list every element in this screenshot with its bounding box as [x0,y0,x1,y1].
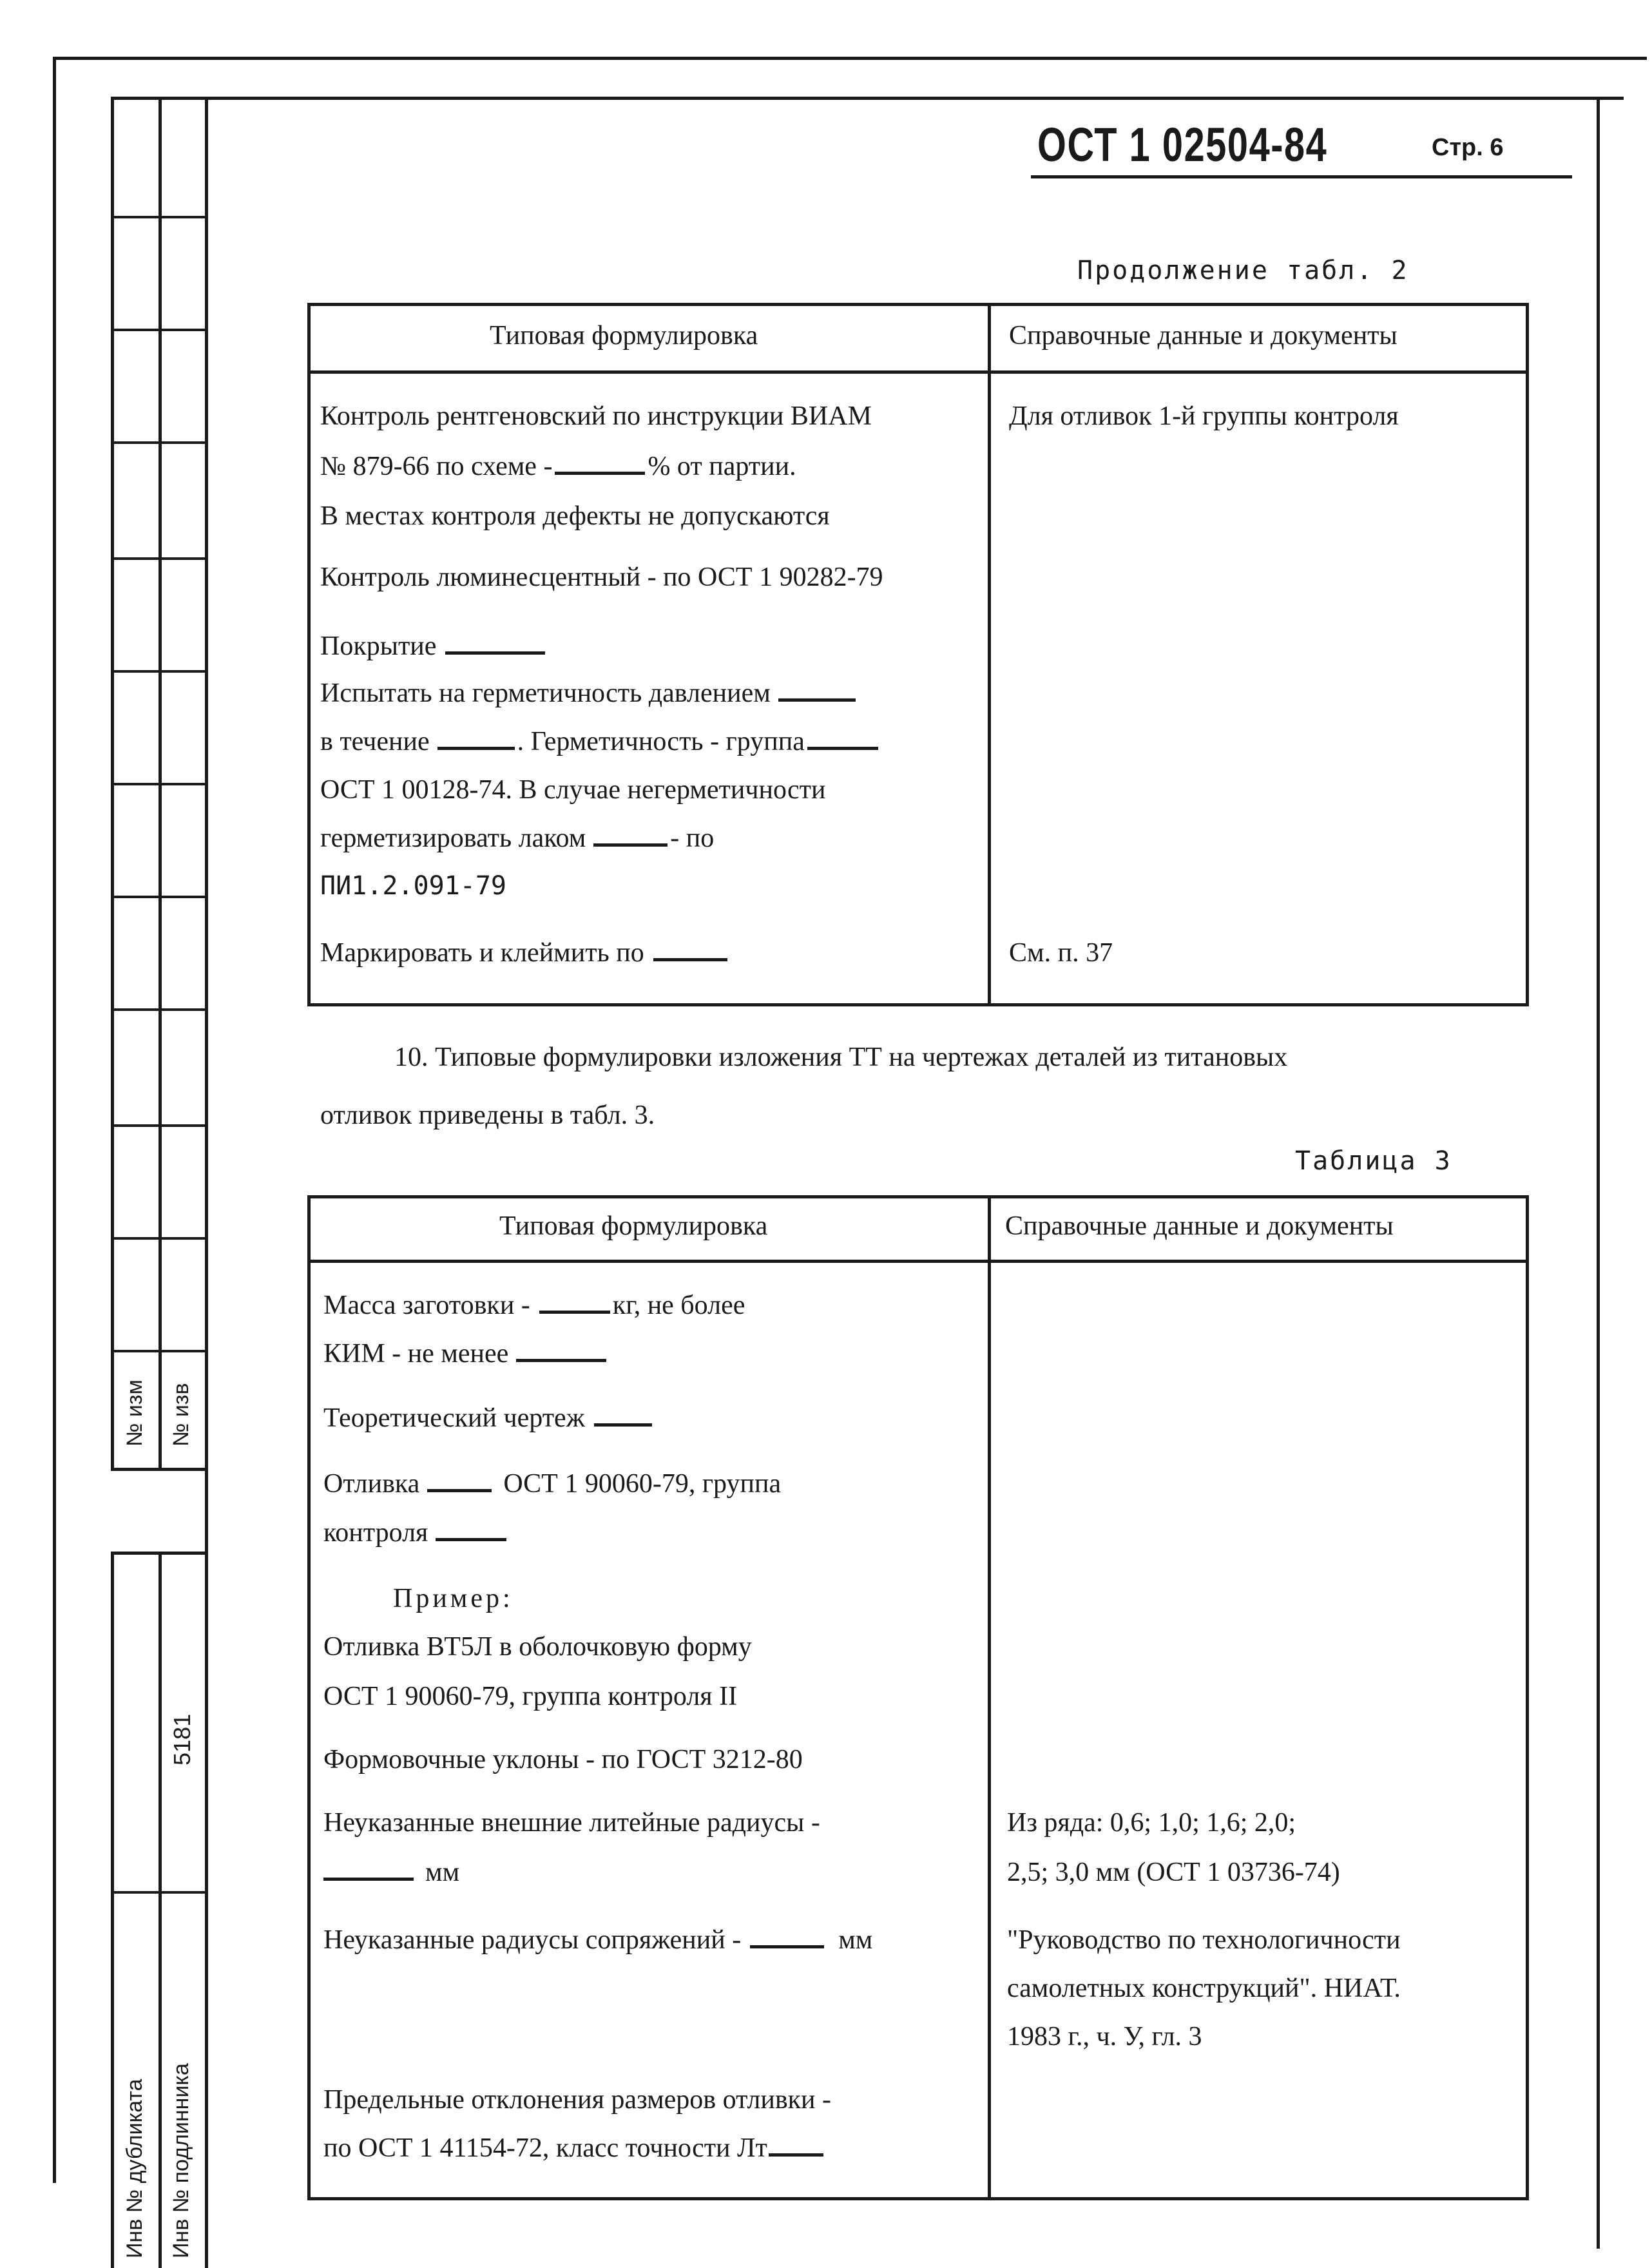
sidebar-izm-label: № изм [122,1379,147,1446]
table3-col1-header: Типовая формулировка [499,1211,768,1241]
table2-col2-header: Справочные данные и документы [1009,321,1397,351]
t2-r4-l2: в течение . Герметичность - группа [320,728,881,755]
t3-r5-ref1: Из ряда: 0,6; 1,0; 1,6; 2,0; [1007,1808,1296,1838]
t3-r5-l1: Неуказанные внешние литейные радиусы - [323,1808,820,1838]
sidebar-izv-label: № изв [169,1383,193,1446]
t2-r1-l1: Контроль рентгеновский по инструкции ВИАМ [320,401,872,431]
sidebar-dubl-label: Инв № дубликата [122,2079,147,2258]
sidebar-podl-number: 5181 [169,1713,195,1765]
header-underline [1031,175,1572,178]
t2-r1-l2: № 879-66 по схеме - % от партии. [320,452,796,481]
outer-frame-left [53,57,56,2183]
t2-r4-l4: герметизировать лаком - по [320,823,715,853]
t3-r5-l2: мм [323,1859,459,1886]
t3-r3-l1: Отливка ОСТ 1 90060-79, группа [323,1469,782,1499]
t3-r6-ref2: самолетных конструкций". НИАТ. [1007,1974,1401,2003]
outer-frame-top [53,57,1647,60]
t3-example-l2: ОСТ 1 90060-79, группа контроля II [323,1682,738,1711]
t2-r4-l1: Испытать на герметичность давлением [320,680,858,707]
t2-r2: Контроль люминесцентный - по ОСТ 1 90282-79 [320,562,883,592]
doc-code: ОСТ 1 02504-84 [1037,118,1328,171]
table2-caption: Продолжение табл. 2 [1077,256,1409,285]
t3-r1-l2: КИМ - не менее [323,1340,609,1367]
inner-frame-right [1597,97,1600,2249]
paragraph10-line2: отливок приведены в табл. 3. [320,1100,655,1130]
t3-example-title: Пример: [393,1584,514,1613]
t3-r7-l2: по ОСТ 1 41154-72, класс точности Лт [323,2135,826,2162]
t3-r6-ref1: "Руководство по технологичности [1007,1925,1401,1955]
t3-r6-ref3: 1983 г., ч. У, гл. 3 [1007,2022,1202,2052]
t2-r5-ref: См. п. 37 [1009,938,1113,968]
t3-r1-l1: Масса заготовки - кг, не более [323,1291,745,1320]
t3-example-l1: Отливка ВТ5Л в оболочковую форму [323,1632,752,1662]
paragraph10-line1: 10. Типовые формулировки изложения ТТ на чертежах деталей из титановых [394,1043,1288,1072]
t3-r6-l1: Неуказанные радиусы сопряжений - мм [323,1925,873,1955]
t3-r3-l2: контроля [323,1519,509,1546]
inner-frame-top [111,97,1624,100]
t3-r2: Теоретический чертеж [323,1405,655,1432]
t3-r4: Формовочные уклоны - по ГОСТ 3212-80 [323,1745,803,1774]
sidebar-podl-label: Инв № подлинника [169,2063,193,2258]
t2-r5: Маркировать и клеймить по [320,939,730,966]
t2-r4-l5: ПИ1.2.091-79 [320,871,506,901]
t2-r1-l3: В местах контроля дефекты не допускаются [320,501,830,531]
t2-r3: Покрытие [320,633,548,660]
t3-r7-l1: Предельные отклонения размеров отливки - [323,2085,832,2115]
t2-r4-l3: ОСТ 1 00128-74. В случае негерметичности [320,775,826,805]
table2-col1-header: Типовая формулировка [490,321,758,351]
table3-caption: Таблица 3 [1295,1146,1452,1176]
page-label: Стр. 6 [1432,134,1504,161]
t3-r5-ref2: 2,5; 3,0 мм (ОСТ 1 03736-74) [1007,1858,1340,1887]
table3-col2-header: Справочные данные и документы [1005,1211,1394,1241]
t2-r1-ref: Для отливок 1-й группы контроля [1009,401,1399,431]
